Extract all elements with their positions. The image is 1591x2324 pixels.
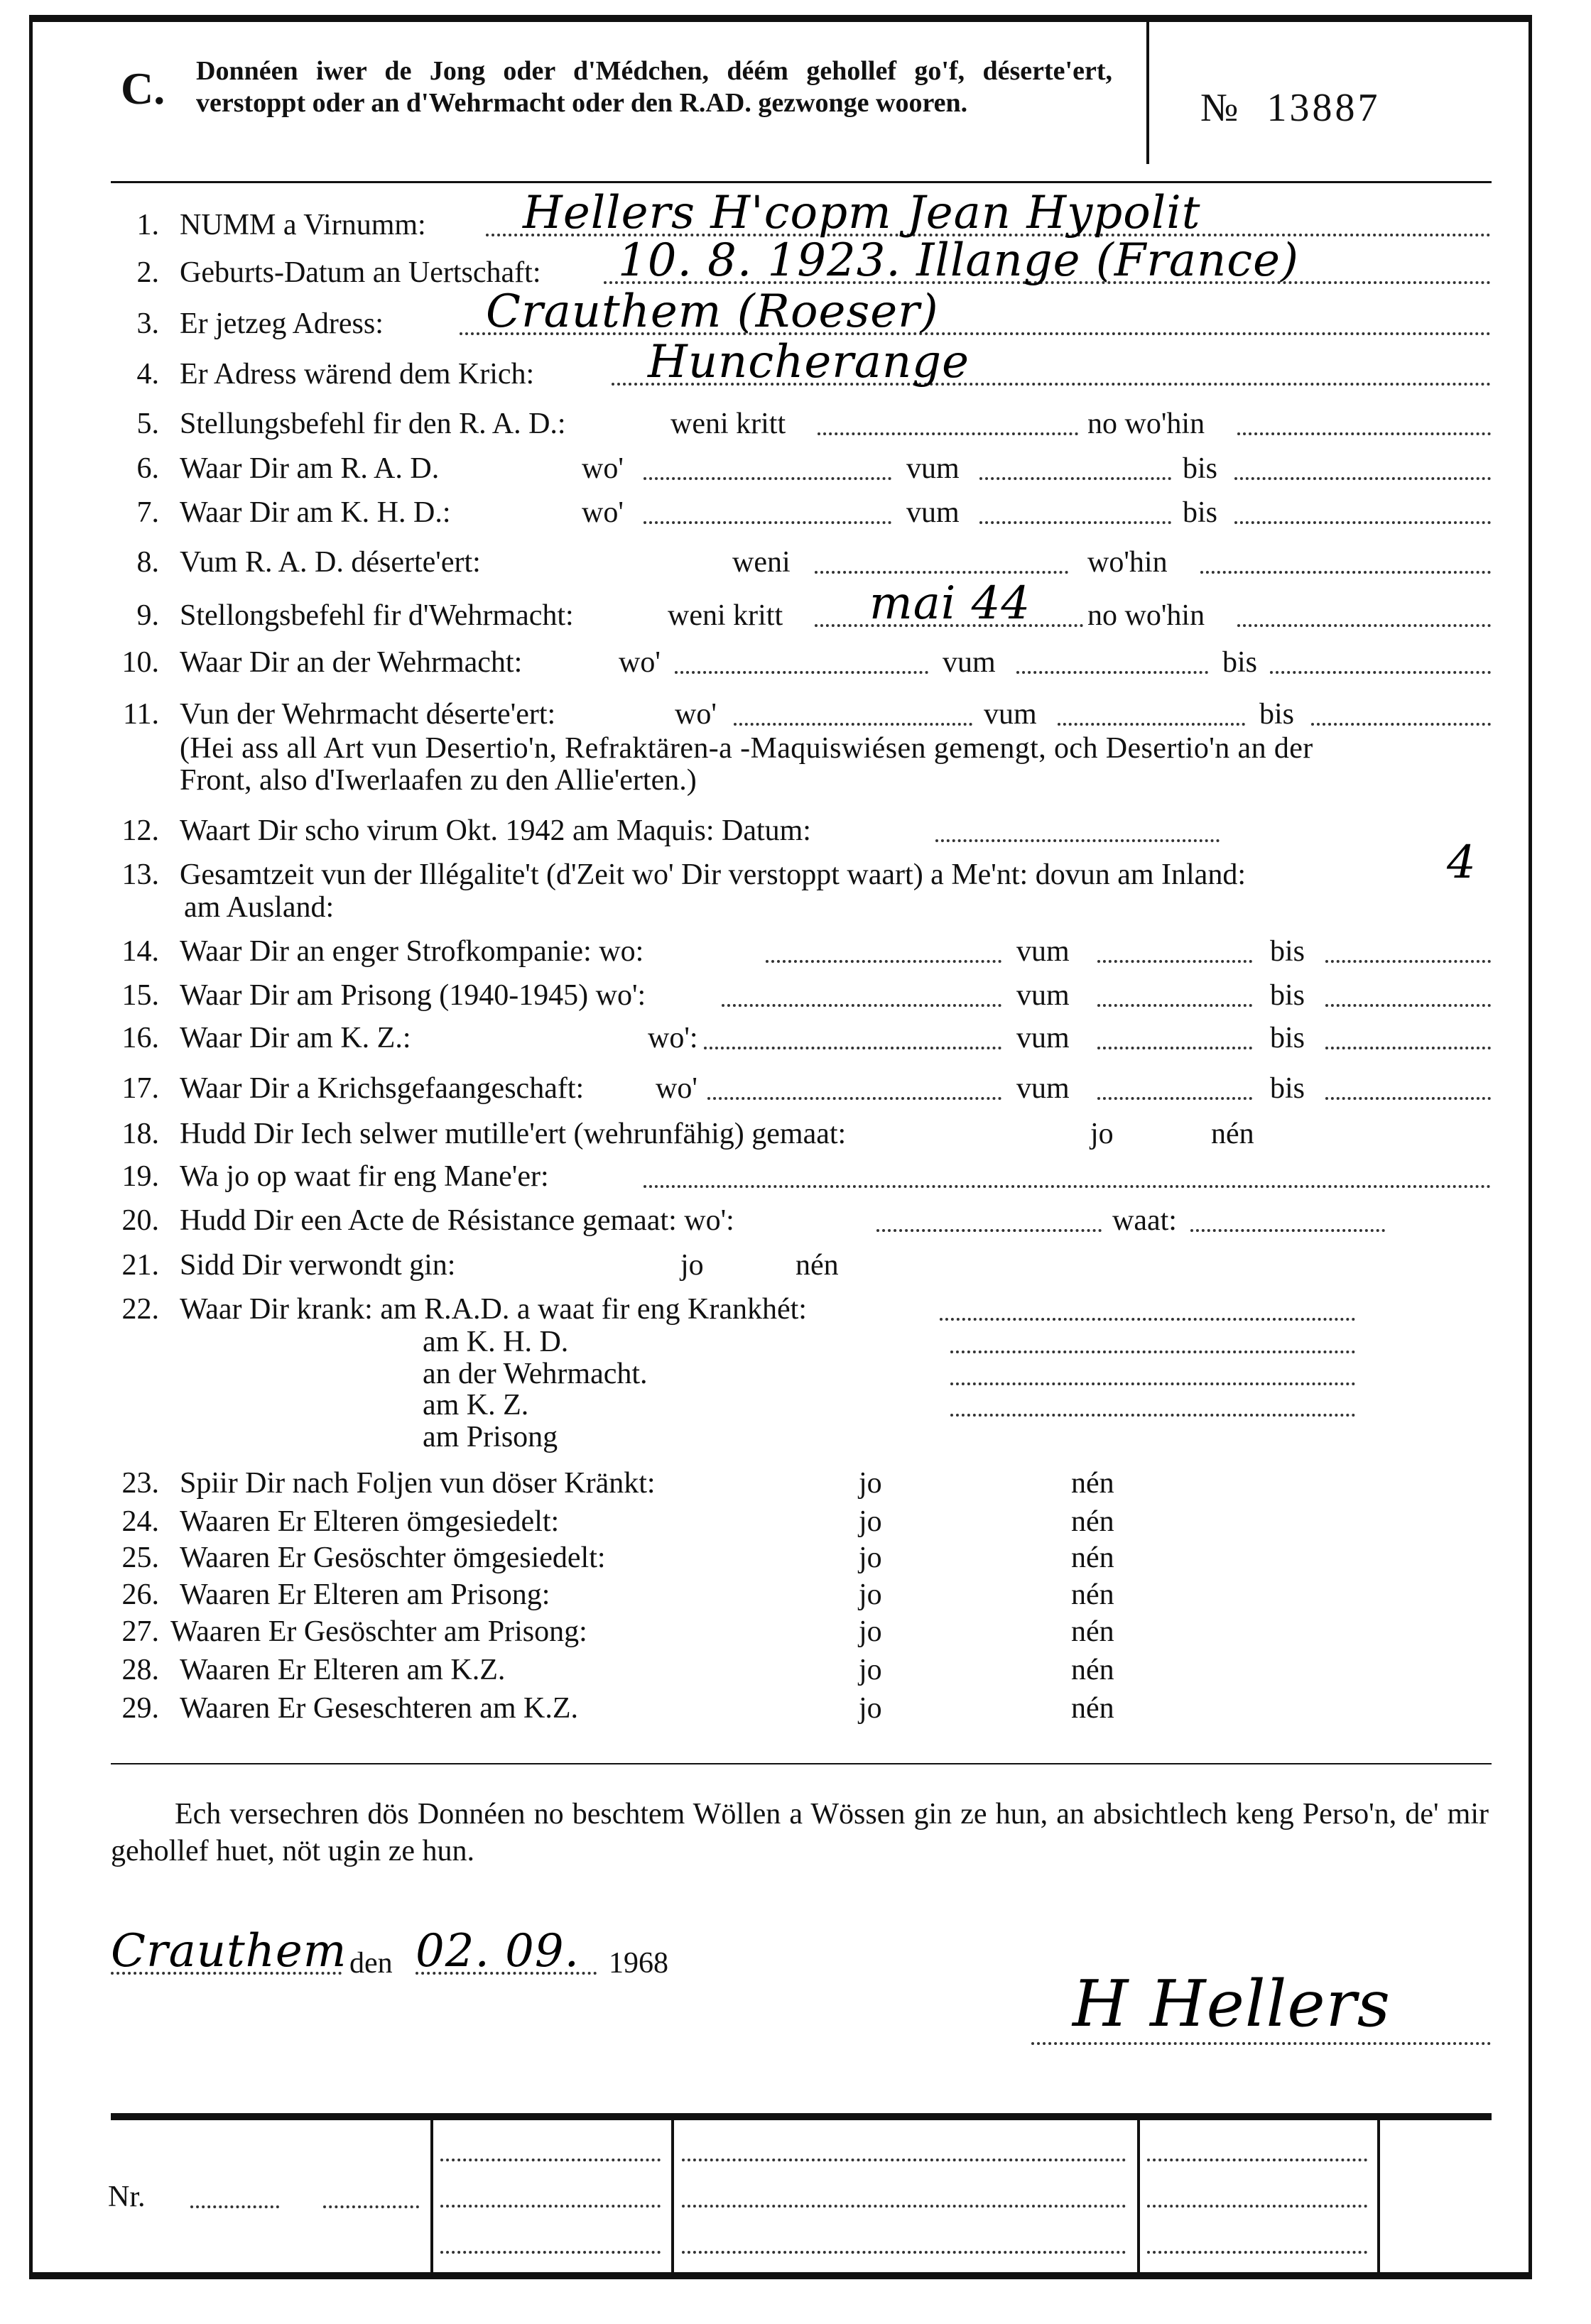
- dotted-field: [1097, 1047, 1252, 1049]
- row-label: Wa jo op waat fir eng Mane'er:: [180, 1160, 549, 1193]
- row-21: [0, 1248, 1591, 1284]
- dotted-field: [323, 2205, 419, 2208]
- row-17: [0, 1071, 1591, 1107]
- dotted-field: [440, 2251, 661, 2254]
- row-label: Vun der Wehrmacht déserte'ert:: [180, 698, 556, 731]
- row-number: 16.: [121, 1022, 159, 1054]
- dotted-field: [1325, 1004, 1491, 1007]
- footer-rule: [111, 2113, 1492, 2120]
- dotted-field: [950, 1382, 1355, 1385]
- dotted-field: [1147, 2205, 1367, 2208]
- row-sublabel: an der Wehrmacht.: [423, 1358, 648, 1390]
- row-label: Waar Dir an der Wehrmacht:: [180, 646, 523, 679]
- dotted-field: [682, 2205, 1126, 2208]
- row-label: Stellongsbefehl fir d'Wehrmacht:: [180, 599, 574, 632]
- dotted-field: [1325, 1047, 1491, 1049]
- field-label: bis: [1183, 496, 1218, 529]
- row-number: 21.: [121, 1249, 159, 1282]
- dotted-field: [1097, 960, 1252, 963]
- option-yes: jo: [859, 1692, 882, 1725]
- row-label: Er jetzeg Adress:: [180, 307, 384, 340]
- dotted-field: [707, 1097, 1001, 1100]
- row-25: [0, 1541, 1591, 1576]
- dotted-field: [950, 1414, 1355, 1417]
- year-text: 1968: [609, 1947, 668, 1980]
- row-number: 11.: [123, 698, 159, 731]
- field-label: weni kritt: [668, 599, 783, 632]
- row-22-sub: [0, 1325, 1591, 1360]
- row-number: 3.: [136, 307, 159, 340]
- dotted-field: [682, 2159, 1126, 2161]
- option-yes: jo: [859, 1615, 882, 1648]
- row-26: [0, 1578, 1591, 1613]
- note-text: (Hei ass all Art vun Desertio'n, Refraktären-a -Maquiswiésen gemengt, och Desertio'n an der: [180, 732, 1313, 765]
- row-label: NUMM a Virnumm:: [180, 209, 426, 241]
- row-number: 20.: [121, 1204, 159, 1237]
- row-label: Sidd Dir verwondt gin:: [180, 1249, 456, 1282]
- row-sublabel: am K. H. D.: [423, 1326, 569, 1358]
- field-label: bis: [1270, 935, 1305, 968]
- field-label: weni kritt: [670, 408, 786, 440]
- dotted-field: [675, 671, 928, 674]
- option-no: nén: [1071, 1467, 1114, 1500]
- field-label: vum: [1016, 979, 1070, 1012]
- row-number: 1.: [136, 209, 159, 241]
- dotted-field: [1058, 723, 1245, 726]
- dotted-field: [1234, 477, 1491, 480]
- note-text: Front, also d'Iwerlaafen zu den Allie'erten.): [180, 764, 697, 797]
- dotted-field: [644, 477, 891, 480]
- dotted-field: [876, 1229, 1102, 1232]
- row-label: Gesamtzeit vun der Illégalite't (d'Zeit wo' Dir verstoppt waart) a Me'nt: dovun am Inland:: [180, 858, 1246, 891]
- row-27: [0, 1615, 1591, 1650]
- signature-line: [1031, 2042, 1491, 2045]
- field-label: vum: [984, 698, 1037, 731]
- row-number: 12.: [121, 814, 159, 847]
- row-number: 7.: [136, 496, 159, 529]
- option-no: nén: [1071, 1654, 1114, 1686]
- dotted-field: [1234, 521, 1491, 524]
- row-number: 18.: [121, 1118, 159, 1150]
- option-yes: jo: [859, 1505, 882, 1538]
- row-24: [0, 1505, 1591, 1540]
- handwritten-place: Crauthem: [111, 1925, 347, 1977]
- row-9: [0, 577, 1591, 634]
- field-label: bis: [1270, 1022, 1305, 1054]
- row-11-note-2: [0, 763, 1591, 799]
- row-number: 15.: [121, 979, 159, 1012]
- row-13-sub: [0, 890, 1591, 926]
- option-yes: jo: [859, 1578, 882, 1611]
- field-label: wo': [582, 452, 624, 485]
- dotted-field: [950, 1351, 1355, 1353]
- row-14: [0, 934, 1591, 970]
- row-label: Spiir Dir nach Foljen vun döser Kränkt:: [180, 1467, 656, 1500]
- dotted-field: [1200, 571, 1491, 574]
- row-28: [0, 1653, 1591, 1689]
- row-number: 5.: [136, 408, 159, 440]
- field-label: vum: [906, 452, 960, 485]
- row-number: 24.: [121, 1505, 159, 1538]
- header-rule: [111, 181, 1492, 183]
- row-number: 26.: [121, 1578, 159, 1611]
- row-label: Waaren Er Gesöschter am Prisong:: [170, 1615, 587, 1648]
- footer-nr-row: [0, 2180, 1591, 2215]
- dotted-field: [935, 839, 1220, 842]
- row-22: [0, 1292, 1591, 1328]
- dotted-field: [1325, 960, 1491, 963]
- dotted-field: [1097, 1004, 1252, 1007]
- row-number: 10.: [121, 646, 159, 679]
- handwritten-birth: 10. 8. 1923. Illange (France): [618, 234, 1299, 287]
- row-13: [0, 836, 1591, 893]
- row-7: [0, 496, 1591, 531]
- dotted-field: [979, 521, 1171, 524]
- field-label: wo': [656, 1072, 697, 1105]
- handwritten-war-address: Huncherange: [648, 336, 970, 388]
- option-no: nén: [1071, 1542, 1114, 1574]
- nr-label: Nr.: [108, 2181, 146, 2213]
- row-label: Waaren Er Elteren am Prisong:: [180, 1578, 550, 1611]
- row-number: 29.: [121, 1692, 159, 1725]
- section-letter: C.: [121, 63, 165, 114]
- row-sublabel: am K. Z.: [423, 1389, 529, 1422]
- option-yes: jo: [680, 1249, 704, 1282]
- field-label: bis: [1270, 979, 1305, 1012]
- option-yes: jo: [859, 1467, 882, 1500]
- option-yes: jo: [859, 1654, 882, 1686]
- den-label: den: [349, 1947, 393, 1980]
- dotted-field: [440, 2205, 661, 2208]
- dotted-field: [644, 521, 891, 524]
- row-label: Hudd Dir Iech selwer mutille'ert (wehrunfähig) gemaat:: [180, 1118, 847, 1150]
- row-label: Waar Dir krank: am R.A.D. a waat fir eng Krankhét:: [180, 1293, 807, 1326]
- dotted-field: [1147, 2251, 1367, 2254]
- row-label: Hudd Dir een Acte de Résistance gemaat: wo':: [180, 1204, 734, 1237]
- dotted-field: [940, 1318, 1355, 1321]
- field-label: bis: [1259, 698, 1295, 731]
- option-no: nén: [1071, 1692, 1114, 1725]
- row-label: Waar Dir am K. H. D.:: [180, 496, 451, 529]
- field-label: wo'hin: [1087, 546, 1168, 579]
- row-12: [0, 814, 1591, 849]
- field-label: wo': [582, 496, 624, 529]
- handwritten-address: Crauthem (Roeser): [486, 285, 939, 338]
- dotted-field: [682, 2251, 1126, 2254]
- declaration-text: Ech versechren dös Donnéen no beschtem Wöllen a Wössen gin ze hun, an absichtlech keng Perso'n, de' mir gehollef huet, nöt ugin ze hun.: [111, 1798, 1489, 1867]
- dotted-field: [1190, 1229, 1385, 1232]
- field-label: waat:: [1112, 1204, 1177, 1237]
- row-label: Waaren Er Gesöschter ömgesiedelt:: [180, 1542, 606, 1574]
- row-15: [0, 978, 1591, 1014]
- row-19: [0, 1160, 1591, 1195]
- dotted-field: [734, 723, 972, 726]
- row-6: [0, 452, 1591, 487]
- handwritten-conscription-date: mai 44: [869, 577, 1031, 630]
- row-18: [0, 1117, 1591, 1152]
- row-number: 8.: [136, 546, 159, 579]
- field-label: vum: [1016, 1072, 1070, 1105]
- row-16: [0, 1021, 1591, 1057]
- row-number: 14.: [121, 935, 159, 968]
- field-label: vum: [906, 496, 960, 529]
- row-5: [0, 407, 1591, 442]
- row-label: Waart Dir scho virum Okt. 1942 am Maquis: Datum:: [180, 814, 811, 847]
- option-no: nén: [1071, 1505, 1114, 1538]
- row-label: Er Adress wärend dem Krich:: [180, 358, 535, 391]
- number-value: 13887: [1266, 86, 1381, 130]
- row-label: Waar Dir am R. A. D.: [180, 452, 440, 485]
- field-label: bis: [1270, 1072, 1305, 1105]
- dotted-field: [766, 960, 1001, 963]
- row-22-sub: [0, 1388, 1591, 1424]
- row-label: Waaren Er Elteren am K.Z.: [180, 1654, 506, 1686]
- row-29: [0, 1691, 1591, 1727]
- row-label: Waar Dir a Krichsgefaangeschaft:: [180, 1072, 585, 1105]
- option-yes: jo: [859, 1542, 882, 1574]
- row-number: 2.: [136, 256, 159, 289]
- dotted-field: [1325, 1097, 1491, 1100]
- dotted-field: [1097, 1097, 1252, 1100]
- row-label: Waar Dir an enger Strofkompanie: wo:: [180, 935, 644, 968]
- dotted-field: [1016, 671, 1208, 674]
- row-22-sub: [0, 1357, 1591, 1392]
- row-number: 4.: [136, 358, 159, 391]
- dotted-field: [815, 571, 1068, 574]
- field-label: vum: [1016, 1022, 1070, 1054]
- field-label: wo': [619, 646, 661, 679]
- dotted-field: [1270, 671, 1491, 674]
- dotted-field: [1237, 624, 1491, 627]
- dotted-field: [1237, 432, 1491, 435]
- row-label: Waaren Er Elteren ömgesiedelt:: [180, 1505, 560, 1538]
- row-number: 13.: [121, 858, 159, 891]
- field-label: wo':: [648, 1022, 698, 1054]
- row-11-note: [0, 731, 1591, 767]
- row-number: 22.: [121, 1293, 159, 1326]
- row-label: Geburts-Datum an Uertschaft:: [180, 256, 541, 289]
- field-label: no wo'hin: [1087, 408, 1205, 440]
- option-no: nén: [1071, 1578, 1114, 1611]
- field-label: vum: [1016, 935, 1070, 968]
- number-symbol: №: [1200, 86, 1242, 130]
- row-sublabel: am Prisong: [423, 1421, 558, 1453]
- row-number: 23.: [121, 1467, 159, 1500]
- row-sublabel: am Ausland:: [184, 891, 335, 924]
- handwritten-months: 4: [1447, 836, 1477, 889]
- field-label: wo': [675, 698, 717, 731]
- option-yes: jo: [1090, 1118, 1114, 1150]
- row-number: 19.: [121, 1160, 159, 1193]
- row-number: 25.: [121, 1542, 159, 1574]
- handwritten-name: Hellers H'copm Jean Hypolit: [523, 187, 1201, 239]
- handwritten-date: 02. 09.: [416, 1925, 580, 1977]
- field-label: no wo'hin: [1087, 599, 1205, 632]
- field-label: bis: [1222, 646, 1258, 679]
- dotted-field: [440, 2159, 661, 2161]
- row-label: Waar Dir am Prisong (1940-1945) wo':: [180, 979, 646, 1012]
- row-8: [0, 545, 1591, 581]
- row-22-sub: [0, 1420, 1591, 1456]
- signature-row: [0, 1967, 1591, 2052]
- dotted-field: [704, 1047, 1001, 1049]
- signature: H Hellers: [1073, 1967, 1391, 2041]
- row-10: [0, 645, 1591, 681]
- row-11: [0, 697, 1591, 733]
- option-no: nén: [1071, 1615, 1114, 1648]
- dotted-field: [818, 432, 1078, 435]
- row-label: Waar Dir am K. Z.:: [180, 1022, 411, 1054]
- form-number: [1200, 85, 1380, 131]
- field-label: bis: [1183, 452, 1218, 485]
- row-label: Stellungsbefehl fir den R. A. D.:: [180, 408, 566, 440]
- dotted-field: [722, 1004, 1001, 1007]
- row-number: 9.: [136, 599, 159, 632]
- row-20: [0, 1204, 1591, 1239]
- row-label: Waaren Er Geseschteren am K.Z.: [180, 1692, 579, 1725]
- row-number: 17.: [121, 1072, 159, 1105]
- option-no: nén: [796, 1249, 839, 1282]
- field-label: vum: [943, 646, 996, 679]
- field-label: weni: [732, 546, 791, 579]
- form-title: Donnéen iwer de Jong oder d'Médchen, déém gehollef go'f, déserte'ert, verstoppt oder an d'Wehrmacht oder den R.AD. gezwonge wooren.: [196, 56, 1112, 118]
- section-divider: [111, 1763, 1492, 1764]
- row-number: 27.: [121, 1615, 159, 1648]
- dotted-field: [979, 477, 1171, 480]
- dotted-field: [1311, 723, 1491, 726]
- dotted-field: [1147, 2159, 1367, 2161]
- option-no: nén: [1211, 1118, 1254, 1150]
- dotted-field: [644, 1185, 1491, 1188]
- dotted-field: [190, 2205, 279, 2208]
- row-number: 6.: [136, 452, 159, 485]
- header-divider: [1146, 22, 1149, 164]
- row-4: [0, 336, 1591, 393]
- row-23: [0, 1466, 1591, 1502]
- row-label: Vum R. A. D. déserte'ert:: [180, 546, 481, 579]
- row-number: 28.: [121, 1654, 159, 1686]
